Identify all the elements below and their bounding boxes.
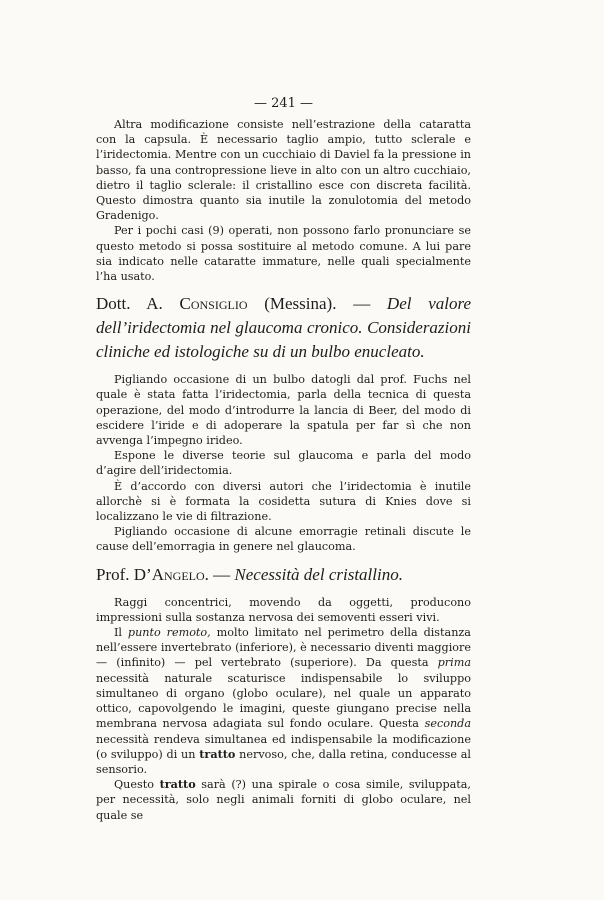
text-run: Questo: [114, 778, 160, 792]
text-run: nervoso, che, dalla retina, conducesse al sensorio.: [96, 747, 471, 776]
author-surname: Consiglio: [179, 294, 248, 314]
text-run: necessità naturale scaturisce indispensabile lo sviluppo simultaneo di organo (globo oculare), nel quale un apparato ottico, capovolgendo le imagini, queste giungano precise nella membrana nervosa adagiata sul fondo oculare. Questa: [96, 671, 471, 731]
paragraph: Altra modificazione consiste nell’estrazione della cataratta con la capsula. È necessario taglio ampio, tutto sclerale e l’iridectomia. Mentre con un cucchiaio di Daviel fa la pressione in basso, fa una contropressione lieve in alto con un altro cucchiaio, dietro il taglio sclerale: il cristallino esce con discreta facilità. Questo dimostra quanto sia inutile la zonulotomia del metodo Gradenigo.: [96, 118, 471, 223]
text-run: Il: [114, 626, 128, 640]
paragraph: Espone le diverse teorie sul glaucoma e parla del modo d’agire dell’iridectomia.: [96, 449, 471, 478]
paragraph: È d’accordo con diversi autori che l’iridectomia è inutile allorchè si è formata la cosidetta sutura di Knies dove si localizzano le vie di filtrazione.: [96, 479, 471, 524]
author-prefix: Dott. A.: [96, 294, 180, 314]
emphasis: prima: [437, 656, 471, 670]
author-suffix: (Messina). —: [247, 294, 387, 314]
text-run: molto limitato nel perimetro della distanza nell’essere invertebrato (inferiore), è necessario diventi maggiore — (infinito) — pel vertebrato (superiore). Da questa: [96, 626, 471, 670]
author-prefix: Prof.: [96, 564, 134, 584]
section-heading-consiglio: [96, 292, 471, 364]
author-surname: D’Angelo: [133, 564, 205, 584]
section-heading-dangelo: [96, 563, 471, 587]
paragraph: Pigliando occasione di un bulbo datogli dal prof. Fuchs nel quale è stata fatta l’iridectomia, parla della tecnica di questa operazione, del modo d’introdurre la lancia di Beer, del modo di escidere l’iride e di adoperare la spatula per far sì che non avvenga l’impegno irideo.: [96, 373, 471, 448]
paragraph: Per i pochi casi (9) operati, non possono farlo pronunciare se questo metodo si possa sostituire al metodo comune. A lui pare sia indicato nelle cataratte immature, nelle quali specialmente l’ha usato.: [96, 224, 471, 284]
text-run: sarà (?) una spirale o cosa simile, sviluppata, per necessità, solo negli animali forniti di globo oculare, nel quale se: [96, 778, 471, 822]
paragraph: Pigliando occasione di alcune emorragie retinali discute le cause dell’emorragia in genere nel glaucoma.: [96, 525, 471, 554]
author-suffix: . —: [204, 564, 235, 584]
book-page: [96, 96, 471, 823]
bold-term: tratto: [199, 746, 236, 761]
article-title: Necessità del cristallino.: [234, 564, 403, 584]
article-title: Del valore dell’iridectomia nel glaucoma cronico. Considerazioni cliniche ed istologiche su di un bulbo enucleato.: [96, 294, 471, 362]
emphasis: punto remoto,: [127, 626, 211, 640]
text-run: necessità rendeva simultanea ed indispensabile la modificazione (o sviluppo) di un: [96, 732, 471, 761]
paragraph: [96, 777, 471, 823]
emphasis: seconda: [424, 717, 471, 731]
paragraph: Raggi concentrici, movendo da oggetti, producono impressioni sulla sostanza nervosa dei semoventi esseri vivi.: [96, 595, 471, 624]
paragraph: [96, 625, 471, 777]
bold-term: tratto: [159, 777, 196, 792]
page-number: — 241 —: [253, 96, 314, 111]
